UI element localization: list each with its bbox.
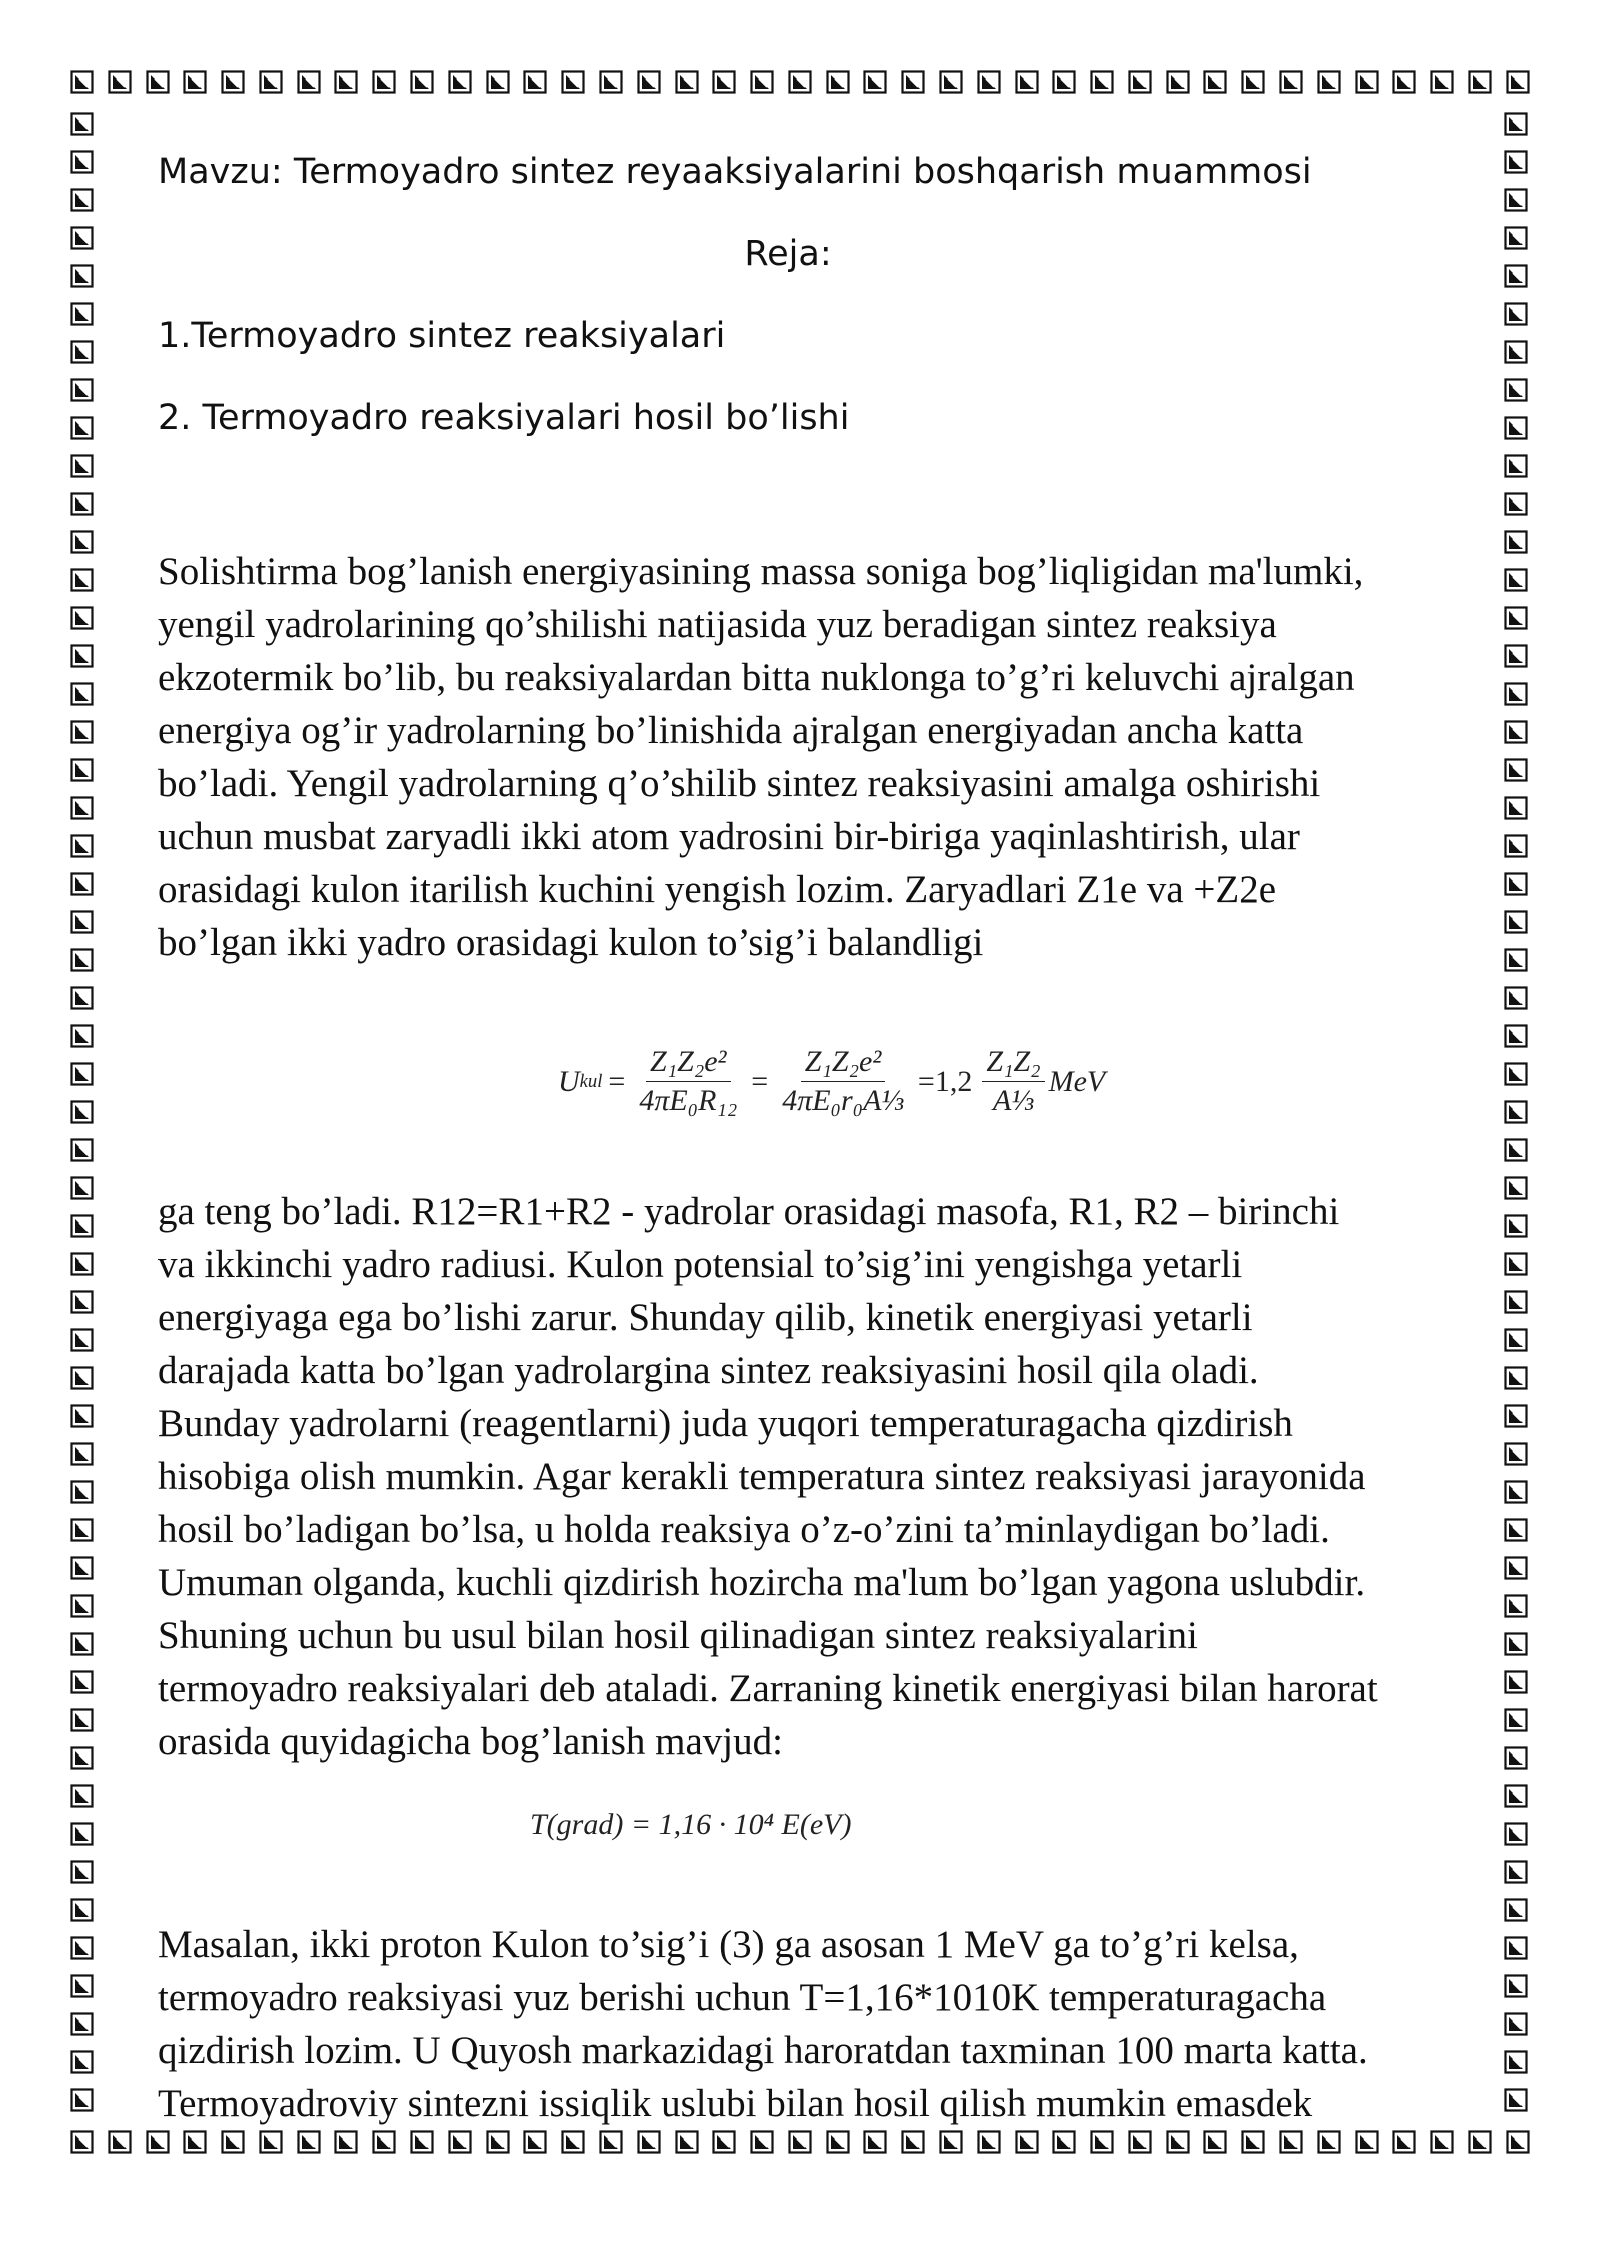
border-ornament-icon [1504, 378, 1528, 402]
text-line: bo’ladi. Yengil yadrolarning q’o’shilib sintez reaksiyasini amalga oshirishi [158, 762, 1321, 805]
plan-item-2: 2. Termoyadro reaksiyalari hosil bo’lishi [158, 398, 850, 438]
border-ornament-icon [70, 1328, 94, 1352]
border-ornament-icon [1504, 1518, 1528, 1542]
border-ornament-icon [70, 606, 94, 630]
border-ornament-icon [70, 1138, 94, 1162]
border-ornament-icon [70, 1860, 94, 1884]
text-line: Shuning uchun bu usul bilan hosil qilinadigan sintez reaksiyalarini [158, 1614, 1198, 1657]
border-ornament-icon [70, 872, 94, 896]
text-line: va ikkinchi yadro radiusi. Kulon potensial to’sig’ini yengishga yetarli [158, 1243, 1243, 1286]
border-ornament-icon [70, 1100, 94, 1124]
border-ornament-icon [1015, 2130, 1039, 2154]
paragraph-1 [158, 545, 1363, 969]
border-ornament-icon [1504, 264, 1528, 288]
border-ornament-icon [108, 2130, 132, 2154]
border-ornament-icon [1504, 340, 1528, 364]
border-ornament-icon [486, 2130, 510, 2154]
border-ornament-icon [1504, 226, 1528, 250]
border-ornament-icon [1128, 70, 1152, 94]
border-ornament-icon [70, 682, 94, 706]
formula-unit: MeV [1048, 1064, 1106, 1098]
text-line: qizdirish lozim. U Quyosh markazidagi haroratdan taxminan 100 marta katta. [158, 2029, 1368, 2072]
fraction-1 [635, 1045, 741, 1118]
border-ornament-icon [70, 1442, 94, 1466]
border-ornament-icon [1504, 720, 1528, 744]
border-ornament-icon [70, 1404, 94, 1428]
border-ornament-icon [297, 2130, 321, 2154]
border-ornament-icon [70, 834, 94, 858]
border-ornament-icon [1504, 1214, 1528, 1238]
border-ornament-icon [70, 2088, 94, 2112]
border-ornament-icon [1504, 2088, 1528, 2112]
border-ornament-icon [448, 2130, 472, 2154]
fraction-3-numerator: Z₁Z₂ [982, 1045, 1044, 1082]
border-ornament-icon [70, 1784, 94, 1808]
border-ornament-icon [70, 530, 94, 554]
document-body [158, 150, 1498, 2125]
topic-title: Mavzu: Termoyadro sintez reyaaksiyalarini boshqarish muammosi [158, 152, 1312, 192]
border-ornament-icon [334, 2130, 358, 2154]
border-ornament-icon [1355, 70, 1379, 94]
border-ornament-icon [70, 2130, 94, 2154]
border-ornament-icon [523, 2130, 547, 2154]
border-ornament-icon [788, 2130, 812, 2154]
border-ornament-icon [70, 226, 94, 250]
border-ornament-icon [70, 1214, 94, 1238]
text-line: Solishtirma bog’lanish energiyasining massa soniga bog’liqligidan ma'lumki, [158, 550, 1364, 593]
border-ornament-icon [901, 2130, 925, 2154]
border-ornament-icon [1504, 568, 1528, 592]
border-ornament-icon [372, 2130, 396, 2154]
border-ornament-icon [1317, 2130, 1341, 2154]
border-ornament-icon [70, 948, 94, 972]
border-ornament-icon [70, 1176, 94, 1200]
border-ornament-icon [1504, 1594, 1528, 1618]
border-ornament-icon [1504, 1670, 1528, 1694]
border-ornament-icon [1504, 834, 1528, 858]
text-line: termoyadro reaksiyalari deb ataladi. Zarraning kinetik energiyasi bilan harorat [158, 1667, 1378, 1710]
text-line: ga teng bo’ladi. R12=R1+R2 - yadrolar orasidagi masofa, R1, R2 – birinchi [158, 1190, 1340, 1233]
border-ornament-icon [1504, 150, 1528, 174]
border-ornament-icon [70, 1974, 94, 1998]
border-ornament-icon [1504, 1708, 1528, 1732]
border-ornament-icon [1504, 492, 1528, 516]
border-ornament-icon [70, 1594, 94, 1618]
text-line: Umuman olganda, kuchli qizdirish hozircha ma'lum bo’lgan yagona uslubdir. [158, 1561, 1366, 1604]
border-ornament-icon [1203, 70, 1227, 94]
border-ornament-icon [1504, 758, 1528, 782]
border-ornament-icon [221, 70, 245, 94]
border-ornament-icon [1392, 70, 1416, 94]
text-line: orasidagi kulon itarilish kuchini yengish lozim. Zaryadlari Z1e va +Z2e [158, 868, 1277, 911]
border-ornament-icon [1504, 530, 1528, 554]
border-ornament-icon [410, 2130, 434, 2154]
border-ornament-icon [712, 2130, 736, 2154]
border-ornament-icon [297, 70, 321, 94]
border-ornament-icon [70, 264, 94, 288]
border-ornament-icon [1504, 986, 1528, 1010]
border-ornament-icon [1504, 454, 1528, 478]
border-ornament-icon [901, 70, 925, 94]
border-ornament-icon [70, 454, 94, 478]
border-ornament-icon [1504, 1252, 1528, 1276]
text-line: energiya og’ir yadrolarning bo’linishida ajralgan energiyadan ancha katta [158, 709, 1304, 752]
fraction-1-denominator: 4πE₀R₁₂ [639, 1084, 738, 1117]
border-ornament-icon [1504, 1100, 1528, 1124]
border-ornament-icon [70, 1670, 94, 1694]
border-ornament-icon [410, 70, 434, 94]
border-ornament-icon [1468, 70, 1492, 94]
border-ornament-icon [70, 2050, 94, 2074]
border-ornament-icon [1052, 2130, 1076, 2154]
text-line: Masalan, ikki proton Kulon to’sig’i (3) ga asosan 1 MeV ga to’g’ri kelsa, [158, 1923, 1299, 1966]
text-line: bo’lgan ikki yadro orasidagi kulon to’sig’i balandligi [158, 921, 984, 964]
border-ornament-icon [70, 416, 94, 440]
border-ornament-icon [70, 492, 94, 516]
border-ornament-icon [70, 1746, 94, 1770]
border-ornament-icon [1504, 1784, 1528, 1808]
border-ornament-icon [788, 70, 812, 94]
text-line: termoyadro reaksiyasi yuz berishi uchun T=1,16*1010K temperaturagacha [158, 1976, 1327, 2019]
border-ornament-icon [70, 1252, 94, 1276]
border-ornament-icon [70, 1936, 94, 1960]
formula-coefficient: =1,2 [917, 1064, 973, 1098]
border-ornament-icon [1504, 1974, 1528, 1998]
border-ornament-icon [1090, 70, 1114, 94]
border-ornament-icon [599, 70, 623, 94]
border-ornament-icon [1317, 70, 1341, 94]
paragraph-2 [158, 1185, 1378, 1768]
border-ornament-icon [1504, 112, 1528, 136]
border-ornament-icon [1504, 1404, 1528, 1428]
border-ornament-icon [1506, 70, 1530, 94]
text-line: hisobiga olish mumkin. Agar kerakli temperatura sintez reaksiyasi jarayonida [158, 1455, 1366, 1498]
border-ornament-icon [637, 70, 661, 94]
border-ornament-icon [977, 70, 1001, 94]
border-ornament-icon [1203, 2130, 1227, 2154]
border-ornament-icon [486, 70, 510, 94]
border-ornament-icon [1128, 2130, 1152, 2154]
border-ornament-icon [70, 1518, 94, 1542]
border-ornament-icon [750, 70, 774, 94]
text-line: ekzotermik bo’lib, bu reaksiyalardan bitta nuklonga to’g’ri keluvchi ajralgan [158, 656, 1355, 699]
border-ornament-icon [1052, 70, 1076, 94]
border-ornament-icon [70, 644, 94, 668]
border-ornament-icon [70, 188, 94, 212]
fraction-2-denominator: 4πE₀r₀A⅓ [782, 1084, 904, 1117]
formula-lhs: U [558, 1064, 580, 1098]
border-ornament-icon [70, 720, 94, 744]
fraction-3-denominator: A⅓ [993, 1084, 1034, 1117]
formula-lhs-subscript: kul [579, 1070, 603, 1092]
border-ornament-icon [1504, 1024, 1528, 1048]
text-line: darajada katta bo’lgan yadrolargina sintez reaksiyasini hosil qila oladi. [158, 1349, 1259, 1392]
border-ornament-icon [939, 70, 963, 94]
border-ornament-icon [70, 1062, 94, 1086]
border-ornament-icon [1504, 1366, 1528, 1390]
border-ornament-icon [70, 70, 94, 94]
border-ornament-icon [70, 758, 94, 782]
border-ornament-icon [599, 2130, 623, 2154]
border-ornament-icon [1504, 872, 1528, 896]
border-ornament-icon [334, 70, 358, 94]
border-top [70, 70, 1530, 96]
border-ornament-icon [1504, 1746, 1528, 1770]
border-ornament-icon [1468, 2130, 1492, 2154]
border-ornament-icon [712, 70, 736, 94]
border-ornament-icon [1355, 2130, 1379, 2154]
border-ornament-icon [826, 2130, 850, 2154]
border-ornament-icon [675, 70, 699, 94]
coulomb-barrier-formula: U kul = $\frac{\text{Z₁Z₂e²}}{\text{4πE₀R₁₂}}$ = $\frac{\text{Z₁Z₂e²}}{\text{4πE₀r₀A⅓}}$ =1,2 $\frac{\text{Z₁Z₂}}{\text{A⅓}}$ MeV [558, 1045, 1106, 1117]
border-ornament-icon [1504, 1442, 1528, 1466]
border-ornament-icon [1430, 2130, 1454, 2154]
border-ornament-icon [70, 796, 94, 820]
border-ornament-icon [1504, 682, 1528, 706]
border-ornament-icon [108, 70, 132, 94]
border-ornament-icon [1504, 188, 1528, 212]
border-ornament-icon [1504, 302, 1528, 326]
border-ornament-icon [70, 378, 94, 402]
border-ornament-icon [1279, 70, 1303, 94]
border-ornament-icon [1504, 910, 1528, 934]
border-ornament-icon [1279, 2130, 1303, 2154]
fraction-2-numerator: Z₁Z₂e² [801, 1045, 886, 1082]
text-line: hosil bo’ladigan bo’lsa, u holda reaksiya o’z-o’zini ta’minlaydigan bo’ladi. [158, 1508, 1330, 1551]
border-ornament-icon [372, 70, 396, 94]
border-ornament-icon [1504, 416, 1528, 440]
border-ornament-icon [637, 2130, 661, 2154]
border-ornament-icon [1504, 2050, 1528, 2074]
border-ornament-icon [561, 70, 585, 94]
border-ornament-icon [146, 70, 170, 94]
fraction-2 [778, 1045, 908, 1118]
text-line: Bunday yadrolarni (reagentlarni) juda yuqori temperaturagacha qizdirish [158, 1402, 1293, 1445]
temperature-formula: T(grad) = 1,16 · 10⁴ E(eV) [530, 1808, 852, 1841]
border-ornament-icon [70, 1556, 94, 1580]
border-ornament-icon [70, 1632, 94, 1656]
border-ornament-icon [70, 1822, 94, 1846]
border-ornament-icon [1504, 796, 1528, 820]
border-ornament-icon [1504, 948, 1528, 972]
border-ornament-icon [1430, 70, 1454, 94]
border-ornament-icon [1241, 70, 1265, 94]
border-ornament-icon [1504, 1290, 1528, 1314]
border-ornament-icon [70, 150, 94, 174]
border-ornament-icon [1504, 1822, 1528, 1846]
border-ornament-icon [1504, 1936, 1528, 1960]
border-ornament-icon [561, 2130, 585, 2154]
border-ornament-icon [1166, 2130, 1190, 2154]
border-ornament-icon [259, 2130, 283, 2154]
border-ornament-icon [1506, 2130, 1530, 2154]
border-ornament-icon [70, 568, 94, 592]
border-ornament-icon [750, 2130, 774, 2154]
plan-heading: Reja: [744, 234, 832, 274]
border-ornament-icon [1504, 1138, 1528, 1162]
text-line: Termoyadroviy sintezni issiqlik uslubi bilan hosil qilish mumkin emasdek [158, 2082, 1313, 2125]
border-ornament-icon [70, 2012, 94, 2036]
border-ornament-icon [70, 1480, 94, 1504]
border-ornament-icon [1504, 1480, 1528, 1504]
border-ornament-icon [70, 1290, 94, 1314]
border-ornament-icon [146, 2130, 170, 2154]
border-ornament-icon [448, 70, 472, 94]
border-ornament-icon [1504, 2012, 1528, 2036]
fraction-1-numerator: Z₁Z₂e² [646, 1045, 731, 1082]
border-ornament-icon [183, 70, 207, 94]
border-ornament-icon [70, 112, 94, 136]
plan-item-1: 1.Termoyadro sintez reaksiyalari [158, 316, 726, 356]
border-ornament-icon [259, 70, 283, 94]
border-ornament-icon [826, 70, 850, 94]
border-right [1504, 112, 1530, 2112]
border-ornament-icon [1504, 606, 1528, 630]
border-ornament-icon [1241, 2130, 1265, 2154]
border-ornament-icon [1090, 2130, 1114, 2154]
text-line: orasida quyidagicha bog’lanish mavjud: [158, 1720, 783, 1763]
border-ornament-icon [70, 302, 94, 326]
border-ornament-icon [70, 986, 94, 1010]
border-ornament-icon [1504, 1556, 1528, 1580]
border-ornament-icon [70, 1898, 94, 1922]
border-ornament-icon [1504, 1898, 1528, 1922]
border-ornament-icon [523, 70, 547, 94]
border-ornament-icon [1166, 70, 1190, 94]
border-ornament-icon [675, 2130, 699, 2154]
border-bottom [70, 2130, 1530, 2156]
text-line: uchun musbat zaryadli ikki atom yadrosini bir-biriga yaqinlashtirish, ular [158, 815, 1300, 858]
border-ornament-icon [977, 2130, 1001, 2154]
border-ornament-icon [939, 2130, 963, 2154]
border-ornament-icon [1504, 1062, 1528, 1086]
border-ornament-icon [1504, 1632, 1528, 1656]
text-line: yengil yadrolarining qo’shilishi natijasida yuz beradigan sintez reaksiya [158, 603, 1277, 646]
border-ornament-icon [183, 2130, 207, 2154]
border-ornament-icon [863, 2130, 887, 2154]
text-line: energiyaga ega bo’lishi zarur. Shunday qilib, kinetik energiyasi yetarli [158, 1296, 1253, 1339]
border-ornament-icon [1504, 1328, 1528, 1352]
border-ornament-icon [221, 2130, 245, 2154]
border-left [70, 112, 96, 2112]
fraction-3 [982, 1045, 1044, 1118]
border-ornament-icon [70, 1024, 94, 1048]
border-ornament-icon [70, 1708, 94, 1732]
border-ornament-icon [70, 910, 94, 934]
border-ornament-icon [70, 340, 94, 364]
border-ornament-icon [1504, 644, 1528, 668]
border-ornament-icon [1015, 70, 1039, 94]
border-ornament-icon [1504, 1176, 1528, 1200]
border-ornament-icon [1504, 1860, 1528, 1884]
border-ornament-icon [863, 70, 887, 94]
border-ornament-icon [1392, 2130, 1416, 2154]
paragraph-3 [158, 1918, 1368, 2130]
border-ornament-icon [70, 1366, 94, 1390]
